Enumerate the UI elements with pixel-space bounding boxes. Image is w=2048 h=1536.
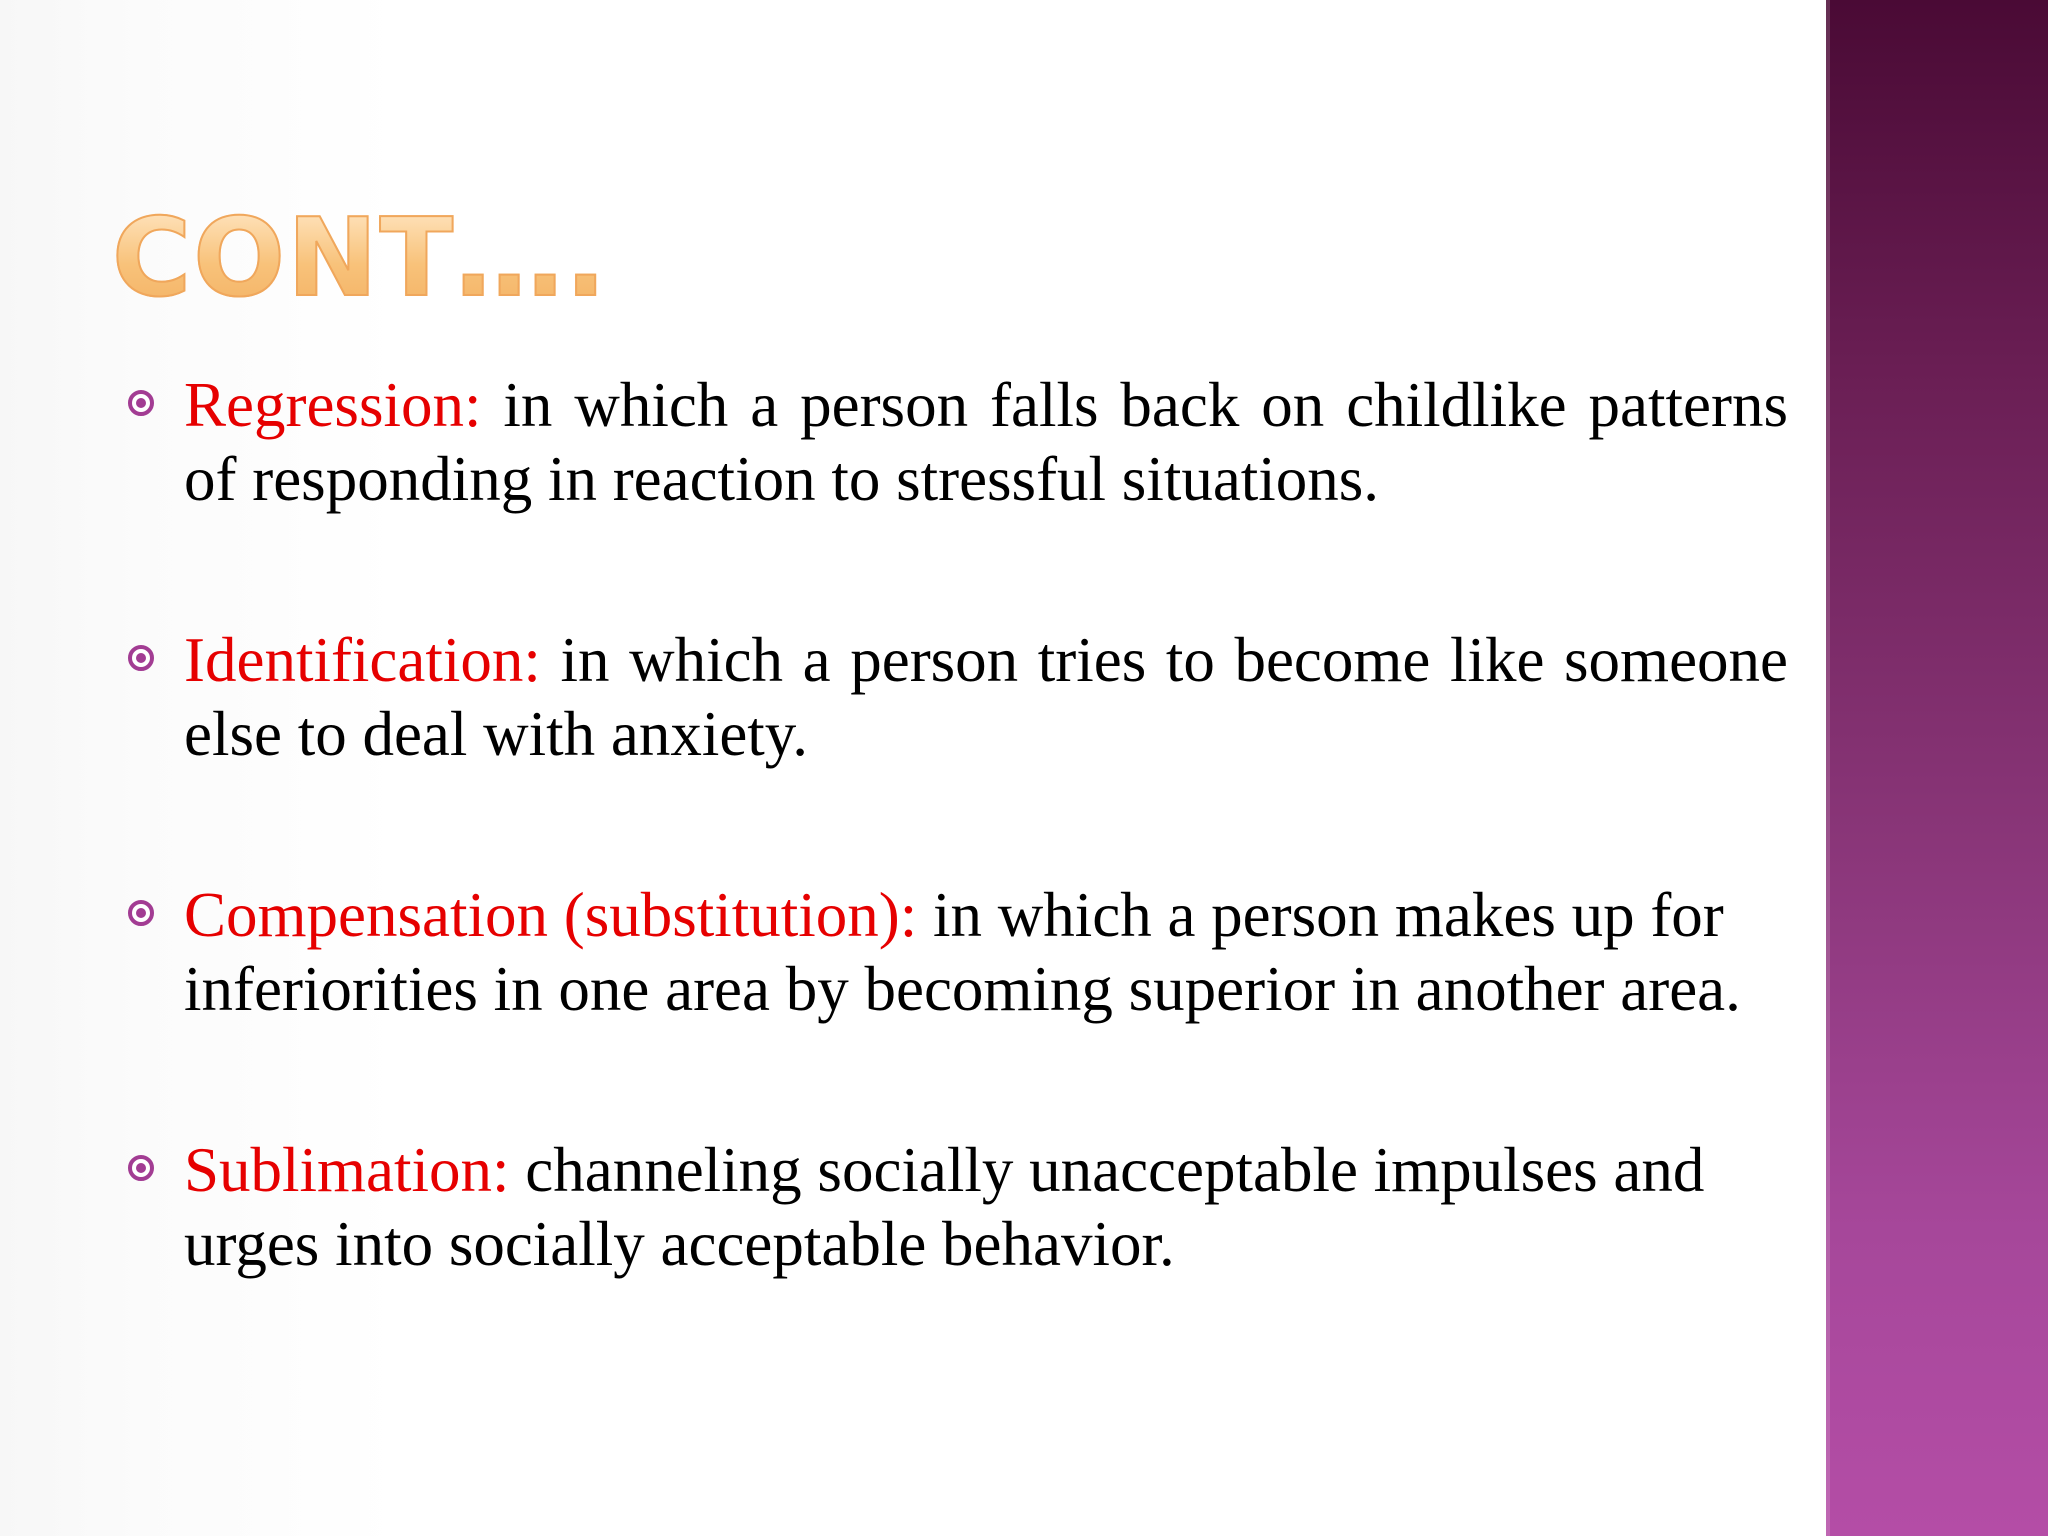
definition-text: in which a person makes up for inferiorities in one area by becoming superior in another area. bbox=[184, 880, 1741, 1024]
slide-title: CONT…. bbox=[112, 196, 609, 321]
circle-dot-icon bbox=[128, 900, 154, 926]
circle-dot-icon bbox=[128, 390, 154, 416]
term-label: Regression: bbox=[184, 370, 482, 440]
list-item-identification bbox=[128, 623, 1788, 771]
list-item-sublimation bbox=[128, 1133, 1788, 1281]
term-label: Compensation (substitution): bbox=[184, 880, 918, 950]
bullet-list bbox=[128, 368, 1788, 1281]
side-decoration-band bbox=[1826, 0, 2048, 1536]
circle-dot-icon bbox=[128, 1155, 154, 1181]
term-label: Sublimation: bbox=[184, 1135, 510, 1205]
list-item-regression bbox=[128, 368, 1788, 516]
circle-dot-icon bbox=[128, 645, 154, 671]
definition-text: in which a person tries to become like someone else to deal with anxiety. bbox=[184, 625, 1788, 769]
list-item-compensation bbox=[128, 878, 1788, 1026]
definition-text: in which a person falls back on childlike patterns of responding in reaction to stressful situations. bbox=[184, 370, 1788, 514]
definition-text: channeling socially unacceptable impulses and urges into socially acceptable behavior. bbox=[184, 1135, 1705, 1279]
term-label: Identification: bbox=[184, 625, 541, 695]
